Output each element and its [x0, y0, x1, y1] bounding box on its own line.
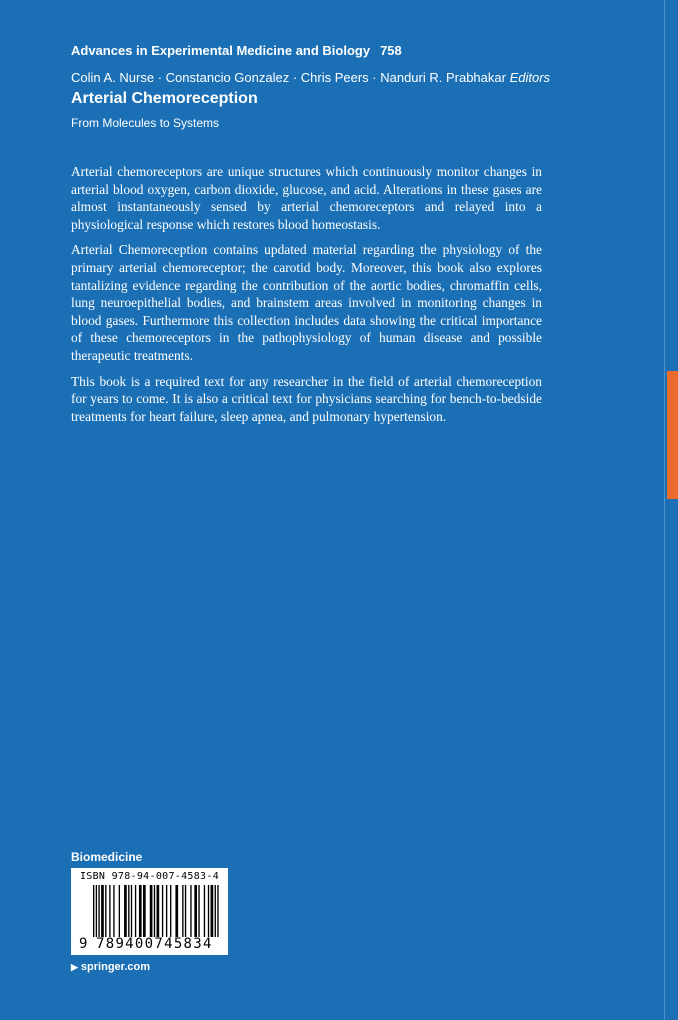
publisher-url: springer.com: [80, 961, 150, 973]
publisher-link[interactable]: [71, 961, 150, 973]
barcode-bar: [154, 885, 155, 937]
barcode-bar: [198, 885, 199, 937]
barcode-bar: [215, 885, 216, 937]
barcode-bar: [128, 885, 129, 937]
barcode-bar: [175, 885, 178, 937]
barcode-bar: [131, 885, 132, 937]
barcode-bar: [113, 885, 114, 937]
barcode-bar: [211, 885, 214, 937]
barcode-bar: [105, 885, 106, 937]
barcode-bar: [119, 885, 120, 937]
barcode-icon: [93, 885, 220, 937]
editors-line: [71, 70, 550, 85]
barcode-bar: [185, 885, 186, 937]
barcode-bar: [109, 885, 110, 937]
series-line: [71, 43, 402, 58]
blurb-paragraph: Arterial chemoreceptors are unique structures which continuously monitor changes in arterial blood oxygen, carbon dioxide, glucose, and acid. Alterations in these gases are almost instantaneously sensed by arterial chemoreceptors and relayed into a physiological response which restores blood homeostasis.: [71, 164, 542, 232]
barcode-digit-first: 9: [79, 936, 88, 952]
barcode-bar: [135, 885, 136, 937]
barcode-bar: [170, 885, 171, 937]
color-tab: [667, 371, 678, 499]
blurb-paragraph: This book is a required text for any researcher in the field of arterial chemoreception for years to come. It is also a critical text for physicians searching for bench-to-bedside treatments for heart failure, sleep apnea, and pulmonary hypertension.: [71, 373, 542, 424]
barcode-bar: [96, 885, 97, 937]
barcode-bar: [150, 885, 153, 937]
book-subtitle: From Molecules to Systems: [71, 116, 220, 130]
barcode-bar: [166, 885, 167, 937]
barcode-bar: [139, 885, 142, 937]
subject-category: Biomedicine: [71, 850, 143, 864]
barcode-block: [71, 868, 228, 955]
barcode-bar: [101, 885, 104, 937]
editors-role: Editors: [509, 70, 551, 85]
barcode-bar: [204, 885, 205, 937]
barcode-bar: [157, 885, 160, 937]
barcode-bar: [98, 885, 99, 937]
barcode-bar: [124, 885, 127, 937]
spine-edge: [664, 0, 665, 1020]
barcode-digits-rest: 789400745834: [96, 936, 213, 952]
barcode-bar: [93, 885, 94, 937]
barcode-bar: [208, 885, 209, 937]
barcode-bar: [182, 885, 183, 937]
barcode-bar: [217, 885, 218, 937]
book-title: Arterial Chemoreception: [71, 90, 258, 107]
barcode-bar: [194, 885, 197, 937]
arrow-right-icon: ▶: [71, 962, 78, 972]
blurb: [71, 163, 542, 433]
barcode-bar: [143, 885, 146, 937]
editor-names: Colin A. Nurse · Constancio Gonzalez · Chris Peers · Nanduri R. Prabhakar: [71, 70, 506, 85]
barcode-bar: [162, 885, 163, 937]
isbn-label: ISBN 978-94-007-4583-4: [79, 871, 220, 882]
barcode-bar: [190, 885, 191, 937]
series-name: Advances in Experimental Medicine and Biology: [71, 43, 371, 58]
series-volume: 758: [380, 43, 402, 58]
blurb-paragraph: Arterial Chemoreception contains updated material regarding the physiology of the primary arterial chemoreceptor; the carotid body. Moreover, this book also explores tantalizing evidence regarding the contribution of the aortic bodies, chromaffin cells, lung neuroepithelial bodies, and brainstem areas involved in monitoring changes in blood gases. Furthermore this collection includes data showing the critical importance of these chemoreceptors in the pathophysiology of human disease and possible therapeutic treatments.: [71, 242, 542, 363]
